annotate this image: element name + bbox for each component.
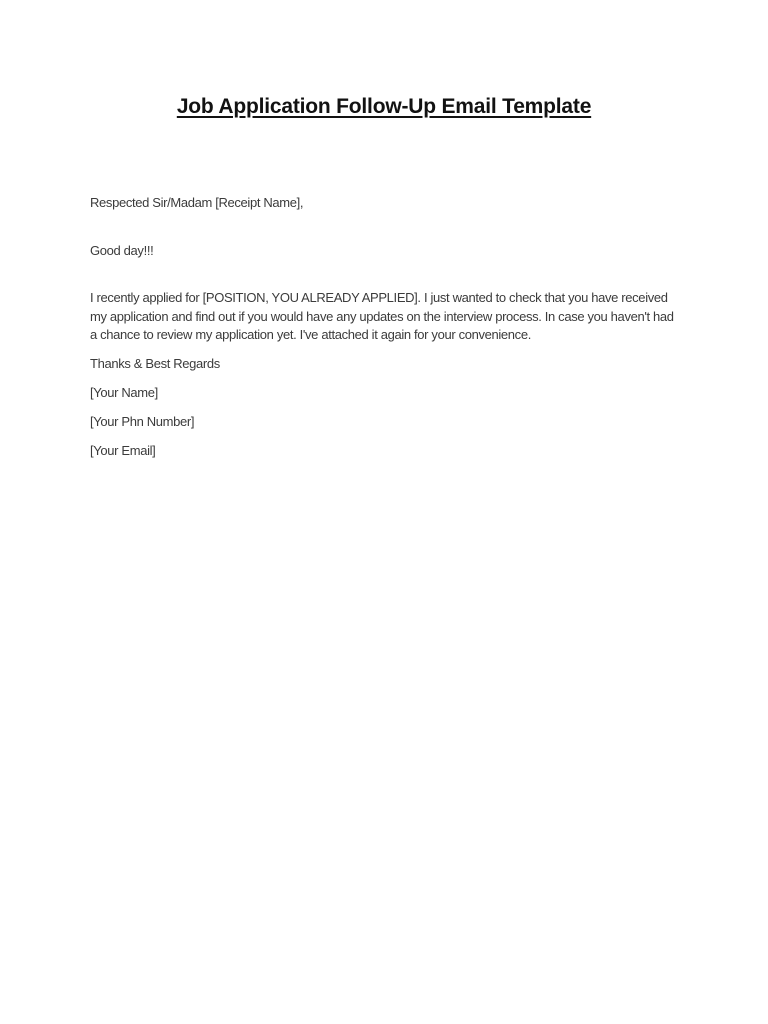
signature-name-placeholder: [Your Name] [90,385,158,400]
signature-phone-placeholder: [Your Phn Number] [90,414,195,429]
page-title-text: Job Application Follow-Up Email Template [176,95,592,118]
page-title [0,0,768,120]
signature-email-placeholder: [Your Email] [90,443,156,458]
greeting-line: Good day!!! [90,242,154,258]
letter-body [90,194,680,461]
body-paragraph: I recently applied for [POSITION, YOU ALREADY APPLIED]. I just wanted to check that you have received my application and find out if you would have any updates on the interview process. In case you haven't had a chance to review my application yet. I've attached it again for your convenience. [90,290,674,342]
salutation-line: Respected Sir/Madam [Receipt Name], [90,195,304,210]
closing-line: Thanks & Best Regards [90,356,220,371]
